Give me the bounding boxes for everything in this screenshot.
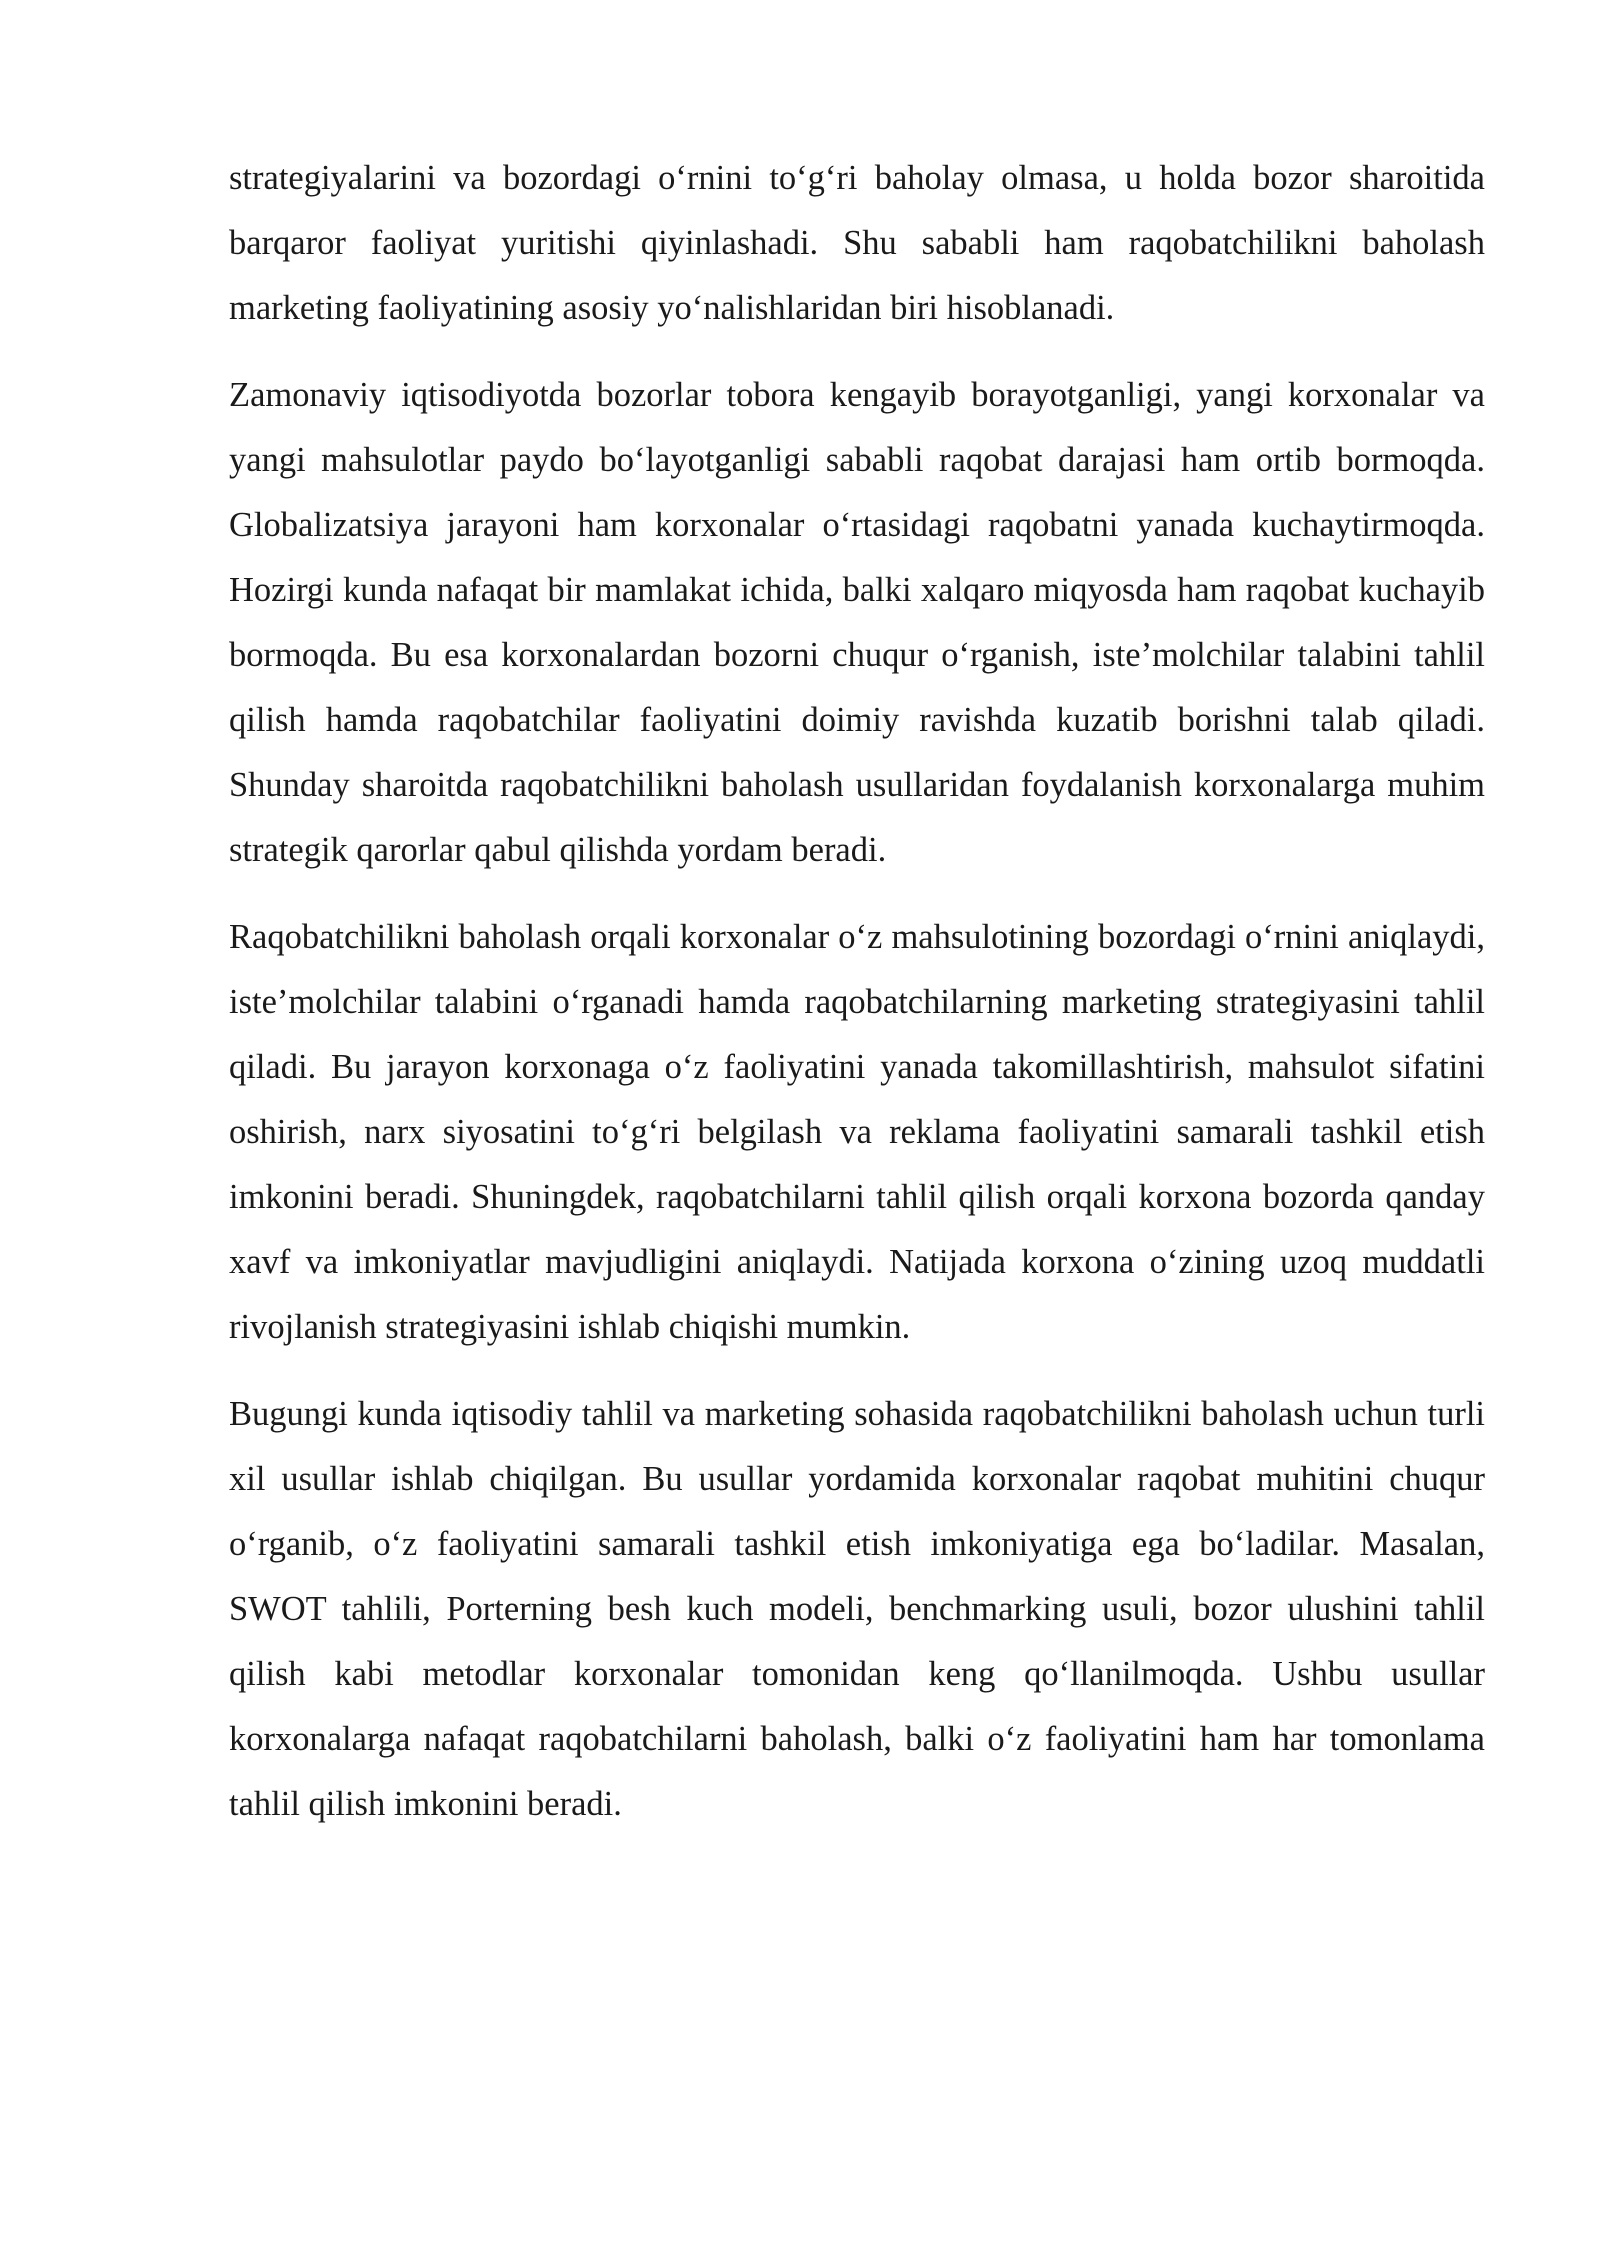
document-body [229, 146, 1485, 1859]
paragraph-4: Bugungi kunda iqtisodiy tahlil va marketing sohasida raqobatchilikni baholash uchun turli xil usullar ishlab chiqilgan. Bu usullar yordamida korxonalar raqobat muhitini chuqur o‘rganib, o‘z faoliyatini samarali tashkil etish imkoniyatiga ega bo‘ladilar. Masalan, SWOT tahlili, Porterning besh kuch modeli, benchmarking usuli, bozor ulushini tahlil qilish kabi metodlar korxonalar tomonidan keng qo‘llanilmoqda. Ushbu usullar korxonalarga nafaqat raqobatchilarni baholash, balki o‘z faoliyatini ham har tomonlama tahlil qilish imkonini beradi. [229, 1395, 1485, 1823]
paragraph-2: Zamonaviy iqtisodiyotda bozorlar tobora kengayib borayotganligi, yangi korxonalar va yangi mahsulotlar paydo bo‘layotganligi sababli raqobat darajasi ham ortib bormoqda. Globalizatsiya jarayoni ham korxonalar o‘rtasidagi raqobatni yanada kuchaytirmoqda. Hozirgi kunda nafaqat bir mamlakat ichida, balki xalqaro miqyosda ham raqobat kuchayib bormoqda. Bu esa korxonalardan bozorni chuqur o‘rganish, iste’molchilar talabini tahlil qilish hamda raqobatchilar faoliyatini doimiy ravishda kuzatib borishni talab qiladi. Shunday sharoitda raqobatchilikni baholash usullaridan foydalanish korxonalarga muhim strategik qarorlar qabul qilishda yordam beradi. [229, 376, 1485, 869]
paragraph-3: Raqobatchilikni baholash orqali korxonalar o‘z mahsulotining bozordagi o‘rnini aniqlaydi, iste’molchilar talabini o‘rganadi hamda raqobatchilarning marketing strategiyasini tahlil qiladi. Bu jarayon korxonaga o‘z faoliyatini yanada takomillashtirish, mahsulot sifatini oshirish, narx siyosatini to‘g‘ri belgilash va reklama faoliyatini samarali tashkil etish imkonini beradi. Shuningdek, raqobatchilarni tahlil qilish orqali korxona bozorda qanday xavf va imkoniyatlar mavjudligini aniqlaydi. Natijada korxona o‘zining uzoq muddatli rivojlanish strategiyasini ishlab chiqishi mumkin. [229, 918, 1485, 1346]
paragraph-1: strategiyalarini va bozordagi o‘rnini to‘g‘ri baholay olmasa, u holda bozor sharoitida barqaror faoliyat yuritishi qiyinlashadi. Shu sababli ham raqobatchilikni baholash marketing faoliyatining asosiy yo‘nalishlaridan biri hisoblanadi. [229, 159, 1485, 327]
